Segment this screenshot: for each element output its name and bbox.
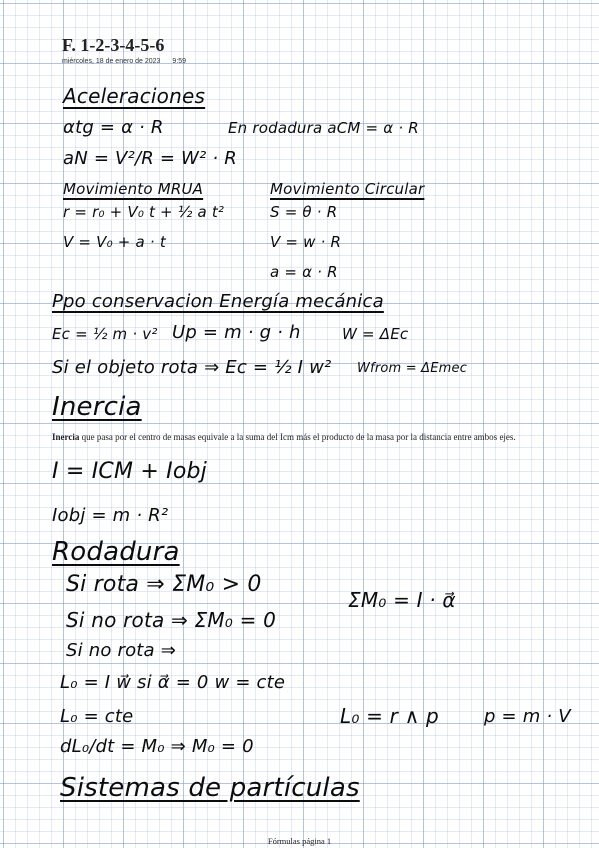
heading-inercia: Inercia bbox=[52, 392, 142, 422]
eq-inertia-obj: Iobj = m · R² bbox=[52, 505, 169, 526]
inercia-note-text: que pasa por el centro de masas equivale a la suma del Icm más el producto de la masa por la distancia entre ambos ejes. bbox=[79, 432, 516, 442]
eq-arc: S = θ · R bbox=[270, 203, 338, 221]
eq-momentum: p = m · V bbox=[484, 706, 571, 727]
heading-circular: Movimiento Circular bbox=[270, 180, 425, 198]
eq-rotational-ke: Si el objeto rota ⇒ Ec = ½ I w² bbox=[52, 357, 332, 378]
inercia-note-bold: Inercia bbox=[52, 432, 80, 442]
page-timestamp bbox=[62, 58, 196, 65]
eq-kinetic: Ec = ½ m · v² bbox=[52, 325, 158, 343]
heading-sistemas: Sistemas de partículas bbox=[60, 773, 360, 803]
inercia-printed-note bbox=[52, 432, 516, 442]
eq-rota: Si rota ⇒ ΣM₀ > 0 bbox=[66, 572, 262, 597]
eq-velocity-circular: V = w · R bbox=[270, 233, 342, 251]
heading-energia: Ppo conservacion Energía mecánica bbox=[52, 291, 384, 312]
page-title: F. 1-2-3-4-5-6 bbox=[62, 35, 165, 55]
eq-no-rota: Si no rota ⇒ ΣM₀ = 0 bbox=[66, 608, 277, 632]
eq-accel-circular: a = α · R bbox=[270, 263, 338, 281]
heading-rodadura: Rodadura bbox=[52, 537, 180, 567]
eq-steiner: I = ICM + Iobj bbox=[52, 459, 207, 484]
eq-lo-cte: L₀ = cte bbox=[60, 706, 134, 727]
heading-mrua: Movimiento MRUA bbox=[63, 180, 204, 198]
eq-rodadura-accel: En rodadura aCM = α · R bbox=[228, 119, 419, 137]
eq-potential: Up = m · g · h bbox=[172, 322, 301, 343]
eq-normal-accel: aN = V²/R = W² · R bbox=[63, 148, 237, 169]
eq-friction-work: Wfrom = ΔEmec bbox=[357, 361, 468, 376]
eq-no-rota-2: Si no rota ⇒ bbox=[66, 640, 176, 661]
date-label: miércoles, 18 de enero de 2023 bbox=[62, 58, 161, 65]
eq-work: W = ΔEc bbox=[342, 325, 409, 343]
eq-mrua-velocity: V = V₀ + a · t bbox=[63, 233, 166, 251]
eq-mrua-position: r = r₀ + V₀ t + ½ a t² bbox=[63, 203, 225, 221]
time-label: 9:59 bbox=[172, 58, 187, 65]
eq-derivative: dL₀/dt = M₀ ⇒ M₀ = 0 bbox=[60, 736, 254, 757]
heading-aceleraciones: Aceleraciones bbox=[63, 84, 206, 108]
eq-lo-cross: L₀ = r ∧ p bbox=[340, 704, 439, 728]
eq-moment-sum: ΣM₀ = I · α⃗ bbox=[348, 588, 456, 612]
eq-angular-momentum: L₀ = I w⃗ si α⃗ = 0 w = cte bbox=[60, 672, 286, 693]
eq-tangential-accel: αtg = α · R bbox=[63, 117, 164, 138]
page-footer: Fórmulas página 1 bbox=[267, 836, 332, 846]
